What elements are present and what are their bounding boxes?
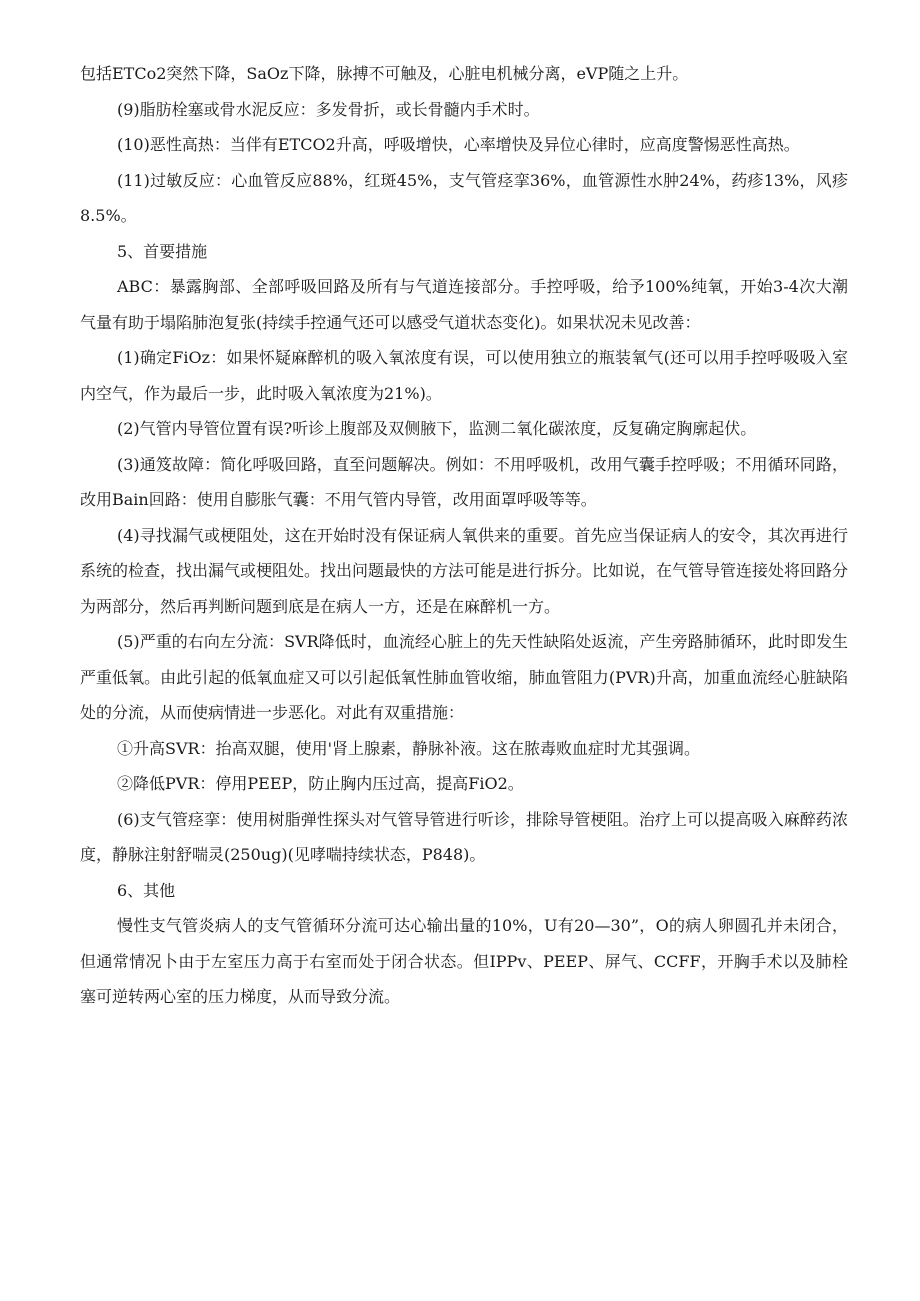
measure-5-right-to-left-shunt: (5)严重的右向左分流：SVR降低时，血流经心脏上的先天性缺陷处返流，产生旁路肺循环，此时即发生严重低氧。由此引起的低氧血症又可以引起低氧性肺血管收缩，肺血管阻力(PVR)升高，加重血流经心脏缺陷处的分流，从而使病情进一步恶化。对此有双重措施： <box>80 632 848 722</box>
other-paragraph: 慢性支气管炎病人的支气管循环分流可达心输出量的10%，U有20—30”，O的病人卵圆孔并未闭合，但通常情况卜由于左室压力高于右室而处于闭合状态。但IPPv、PEEP、屏气、CCFF，开胸手术以及肺栓塞可逆转两心室的压力梯度，从而导致分流。 <box>80 916 848 1006</box>
measure-1-confirm-fio2: (1)确定FiOz：如果怀疑麻醉机的吸入氧浓度有误，可以使用独立的瓶装氧气(还可以用手控呼吸吸入室内空气，作为最后一步，此时吸入氧浓度为21%)。 <box>80 348 848 403</box>
measure-6-bronchospasm: (6)支气管痉挛：使用树脂弹性探头对气管导管进行听诊，排除导管梗阻。治疗上可以提高吸入麻醉药浓度，静脉注射舒喘灵(250ug)(见哮喘持续状态，P848)。 <box>80 809 848 864</box>
sub-measure-raise-svr: ①升高SVR：抬高双腿，使用'肾上腺素，静脉补液。这在脓毒败血症时尤其强调。 <box>117 738 700 758</box>
measure-3-ventilation-fault: (3)通笈故障：简化呼吸回路，直至问题解决。例如：不用呼吸机，改用气囊手控呼吸；不用循环同路，改用Bain回路：使用自膨胀气囊：不用气管内导管，改用面罩呼吸等等。 <box>80 454 848 509</box>
section-heading-primary-measures: 5、首要措施 <box>117 241 208 261</box>
measure-4-find-leak: (4)寻找漏气或梗阻处，这在开始时没有保证病人氧供来的重要。首先应当保证病人的安令，其次再进行系统的检查，找出漏气或梗阻处。找出问题最快的方法可能是进行拆分。比如说，在气管导管连接处将回路分为两部分，然后再判断问题到底是在病人一方，还是在麻醉机一方。 <box>80 525 849 616</box>
item-10-malignant-hyperthermia: (10)恶性高热：当伴有ETCO2升高，呼吸增快，心率增快及异位心律时，应高度警惕恶性高热。 <box>117 135 800 154</box>
item-9-fat-embolism: (9)脂肪栓塞或骨水泥反应：多发骨折，或长骨髓内手术时。 <box>117 99 540 119</box>
abc-paragraph: ABC：暴露胸部、全部呼吸回路及所有与气道连接部分。手控呼吸，给予100%纯氧，开始3-4次大潮气量有助于塌陷肺泡复张(持续手控通气还可以感受气道状态变化)。如果状况未见改善： <box>80 277 848 332</box>
sub-measure-lower-pvr: ②降低PVR：停用PEEP，防止胸内压过高，提高FiO2。 <box>117 774 524 793</box>
section-heading-other: 6、其他 <box>117 880 176 900</box>
item-11-allergic-reaction: (11)过敏反应：心血管反应88%，红斑45%，支气管痉挛36%，血管源性水肿24%，药疹13%，风疹8.5%。 <box>80 170 848 225</box>
continuation-paragraph: 包括ETCo2突然下降，SaOz下降，脉搏不可触及，心脏电机械分离，eVP随之上升。 <box>80 64 689 83</box>
measure-2-tube-position: (2)气管内导管位置有误?听诊上腹部及双侧腋下，监测二氧化碳浓度，反复确定胸廓起伏。 <box>117 419 757 438</box>
document-page <box>80 56 848 1015</box>
